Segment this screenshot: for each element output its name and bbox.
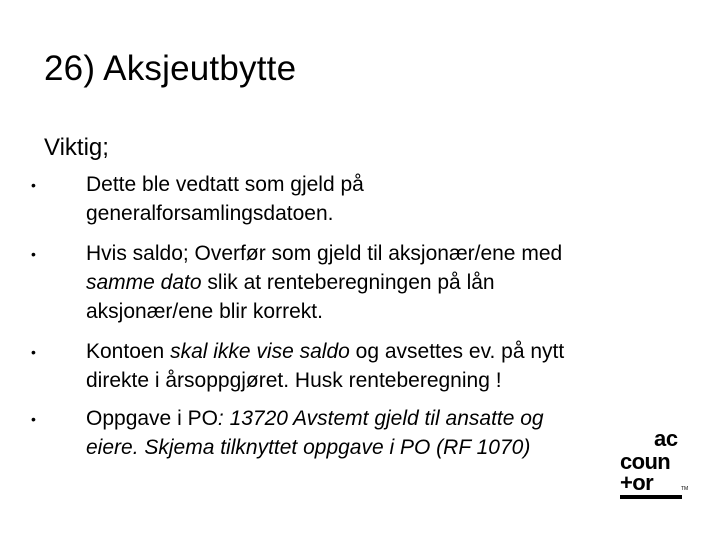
bullet-segment: aksjonær/ene blir korrekt. (86, 300, 323, 323)
logo-underline (620, 495, 682, 499)
slide-title: 26) Aksjeutbytte (44, 49, 297, 88)
bullet-segment-italic: eiere. Skjema tilknyttet oppgave i PO (RF 1070) (86, 436, 531, 459)
bullet-segment: og avsettes ev. på nytt (349, 340, 565, 363)
bullet-line (86, 366, 676, 395)
bullet-segment: Kontoen (86, 340, 171, 363)
bullet-segment: Hvis saldo; Overfør som gjeld til aksjonær/ene med (86, 242, 563, 265)
bullet-line (86, 268, 676, 297)
bullet-line (86, 199, 676, 228)
bullet-line (86, 170, 676, 199)
bullet-line (86, 239, 676, 268)
bullet-line (86, 404, 676, 433)
bullet-marker: • (31, 411, 36, 427)
bullet-text (86, 170, 676, 228)
logo-line-2: coun (620, 449, 671, 474)
bullet-segment-italic: skal ikke vise saldo (170, 340, 350, 363)
bullet-segment: generalforsamlingsdatoen. (86, 202, 334, 225)
bullet-marker: • (31, 177, 36, 193)
logo-line-3: +or (620, 470, 654, 495)
bullet-segment: slik at renteberegningen på lån (201, 271, 495, 294)
bullet-line (86, 433, 676, 462)
bullet-text (86, 404, 676, 462)
bullet-marker: • (31, 246, 36, 262)
logo-trademark: TM (681, 486, 689, 492)
accountor-logo (620, 426, 690, 500)
intro-text: Viktig; (44, 134, 109, 161)
bullet-segment: Dette ble vedtatt som gjeld på (86, 173, 364, 196)
bullet-segment-italic: : 13720 Avstemt gjeld til ansatte og (217, 407, 544, 430)
bullet-marker: • (31, 344, 36, 360)
bullet-line (86, 297, 676, 326)
bullet-text (86, 337, 676, 395)
accountor-logo-mark (620, 426, 690, 500)
bullet-segment: direkte i årsoppgjøret. Husk renteberegning ! (86, 369, 502, 392)
bullet-segment: Oppgave i PO (86, 407, 218, 430)
bullet-segment-italic: samme dato (86, 271, 202, 294)
bullet-text (86, 239, 676, 326)
bullet-line (86, 337, 676, 366)
logo-line-1: ac (654, 426, 678, 451)
